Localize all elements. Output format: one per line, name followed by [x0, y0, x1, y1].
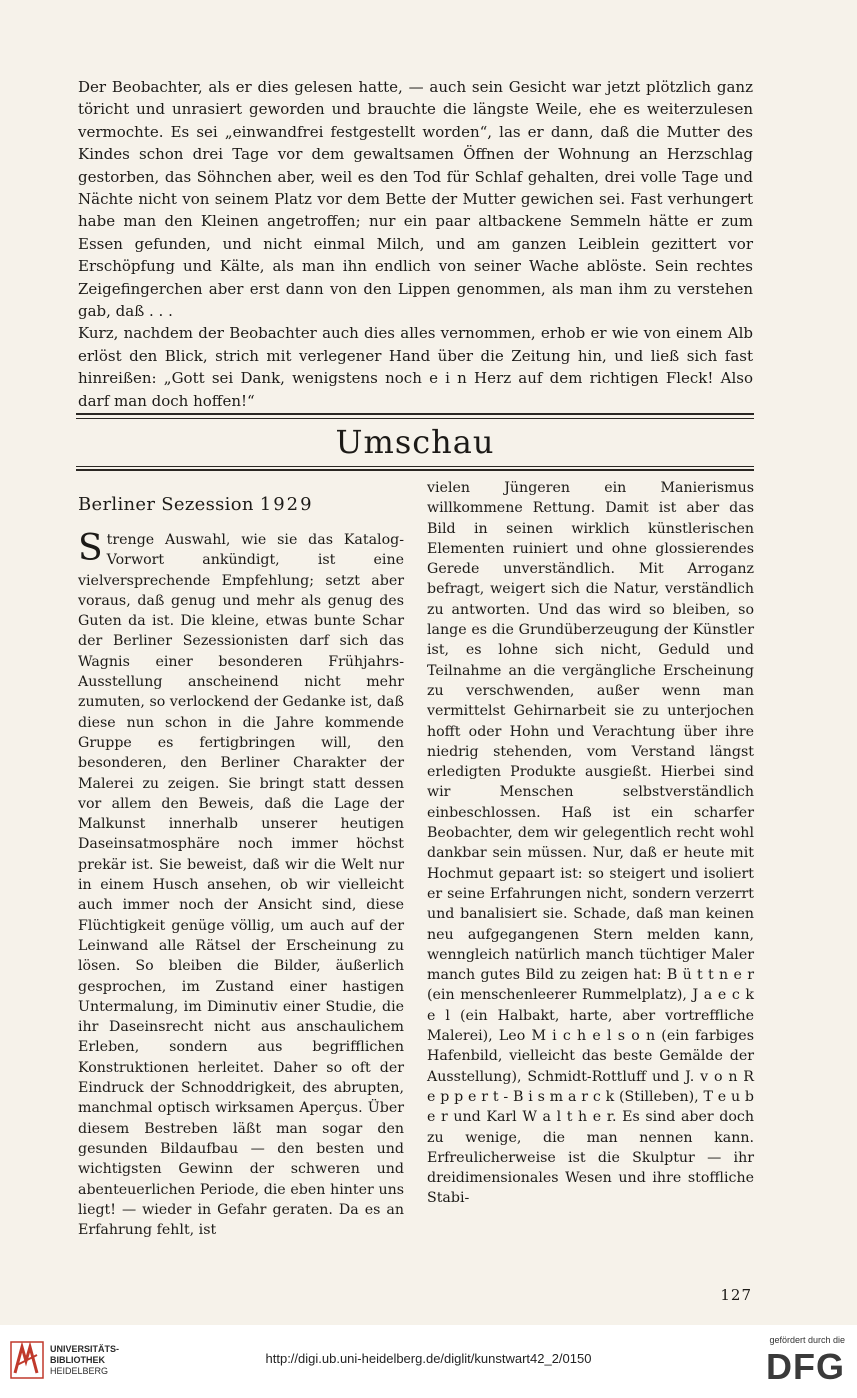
closing-story-text	[78, 76, 753, 412]
drop-cap: S	[78, 528, 103, 569]
logo-line: HEIDELBERG	[50, 1366, 109, 1376]
digitization-footer	[0, 1325, 857, 1398]
section-rule-bottom-thick	[76, 469, 754, 471]
article-body-left	[78, 530, 404, 1240]
article-text-left: trenge Auswahl, wie sie das Katalog-Vorwort ankündigt, ist eine vielversprechende Empfehlung; setzt aber voraus, daß genug und mehr als genug des Guten da ist. Die kleine, etwas bunte Schar der Berliner Sezessionisten darf sich das Wagnis einer besonderen Frühjahrs-Ausstellung anscheinend nicht mehr zumuten, so verlockend der Gedanke ist, daß diese nun schon in die Jahre kommende Gruppe es fertigbringen will, den besonderen, den Berliner Charakter der Malerei zu zeigen. Sie bringt statt dessen vor allem den Beweis, daß die Lage der Malkunst innerhalb unserer heutigen Daseinsatmosphäre noch immer höchst prekär ist. Sie beweist, daß wir die Welt nur in einem Husch ansehen, ob wir vielleicht auch immer noch der Ansicht sind, diese Flüchtigkeit genüge völlig, um auch auf der Leinwand alle Rätsel der Erscheinung zu lösen. So bleiben die Bilder, äußerlich gesprochen, im Zustand einer hastigen Untermalung, im Diminutiv einer Studie, die ihr Daseinsrecht nicht aus anschaulichem Erleben, sondern aus begrifflichen Konstruktionen herleitet. Daher so oft der Eindruck der Schnoddrigkeit, des abrupten, manchmal optisch wirksamen Aperçus. Über diesem Bestreben läßt man sogar den gesunden Bildaufbau — den besten und wichtigsten Gewinn der schweren und abenteuerlichen Periode, die eben hinter uns liegt! — wieder in Gefahr geraten. Da es an Erfahrung fehlt, ist	[78, 532, 404, 1239]
section-rule-bottom-thin	[76, 466, 754, 467]
article-text-right: vielen Jüngeren ein Manierismus willkommene Rettung. Damit ist aber das Bild in seinen wirklich künstlerischen Elementen ruiniert und ohne glossierendes Gerede unverständlich. Mit Arroganz befragt, weigert sich die Natur, verständlich zu antworten. Und das wird so bleiben, so lange es die Grundüberzeugung der Künstler ist, es lohne sich nicht, Geduld und Teilnahme an die vergängliche Erscheinung zu verschwenden, außer wenn man vermittelst Gehirnarbeit sie zu unterjochen hofft oder Hohn und Verachtung über ihre niedrig stehenden, vom Verstand längst erledigten Produkte ausgießt. Hierbei sind wir Menschen selbstverständlich einbeschlossen. Haß ist ein scharfer Beobachter, dem wir gelegentlich recht wohl dankbar sein müssen. Nur, daß er heute mit Hochmut gepaart ist: so steigert und isoliert er seine Erfahrungen nicht, sondern verzerrt und banalisiert sie. Schade, daß man keinen neu aufgegangenen Stern melden kann, wenngleich natürlich manch tüchtiger Maler manch gutes Bild zu zeigen hat: B ü t t n e r (ein menschenleerer Rummelplatz), J a e c k e l (ein Halbakt, harte, aber vortreffliche Malerei), Leo M i c h e l s o n (ein farbiges Hafenbild, vielleicht das beste Gemälde der Ausstellung), Schmidt-Rottluff und J. v o n R e p p e r t - B i s m a r c k (Stilleben), T e u b e r und Karl W a l t h e r. Es sind aber doch zu wenige, die man nennen kann. Erfreulicherweise ist die Skulptur — ihr dreidimensionales Wesen und ihre stoffliche Stabi-	[427, 480, 754, 1207]
section-rule-top-thick	[76, 413, 754, 415]
funded-by-label: gefördert durch die	[769, 1335, 845, 1345]
logo-line: BIBLIOTHEK	[50, 1355, 105, 1365]
section-title: Umschau	[335, 423, 495, 461]
article-heading-year: 1929	[259, 494, 314, 515]
article-column-left	[78, 478, 404, 1240]
story-paragraph: Der Beobachter, als er dies gelesen hatte, — auch sein Gesicht war jetzt plötzlich ganz töricht und unrasiert geworden und brauchte die längste Weile, ehe es weiterzulesen vermochte. Es sei „einwandfrei festgestellt worden“, las er dann, daß die Mutter des Kindes schon drei Tage vor dem gewaltsamen Öffnen der Wohnung an Herzschlag gestorben, das Söhnchen aber, weil es den Tod für Schlaf gehalten, drei volle Tage und Nächte nicht von seinem Platz vor dem Bette der Mutter gewichen sei. Fast verhungert habe man den Kleinen angetroffen; nur ein paar altbackene Semmeln hätte er zum Essen gefunden, und nicht einmal Milch, und am ganzen Leiblein gezittert vor Erschöpfung und Kälte, als man ihn endlich von seiner Wache ablöste. Sein rechtes Zeigefingerchen aber erst dann von den Lippen genommen, als man ihm zu verstehen gab, daß . . .	[78, 78, 753, 321]
story-paragraph: Kurz, nachdem der Beobachter auch dies alles vernommen, erhob er wie von einem Alb erlöst den Blick, strich mit verlegener Hand über die Zeitung hin, und ließ sich fast hinreißen: „Gott sei Dank, wenigstens noch e i n Herz auf dem richtigen Fleck! Also darf man doch hoffen!“	[78, 324, 753, 410]
dfg-logo[interactable]: DFG	[766, 1346, 845, 1387]
article-column-right	[427, 478, 754, 1209]
page-number: 127	[720, 1286, 752, 1304]
permalink-url[interactable]: http://digi.ub.uni-heidelberg.de/diglit/kunstwart42_2/0150	[265, 1351, 592, 1366]
article-heading-title: Berliner Sezession	[78, 494, 254, 515]
logo-line: UNIVERSITÄTS-	[50, 1344, 120, 1354]
article-heading	[78, 492, 404, 518]
